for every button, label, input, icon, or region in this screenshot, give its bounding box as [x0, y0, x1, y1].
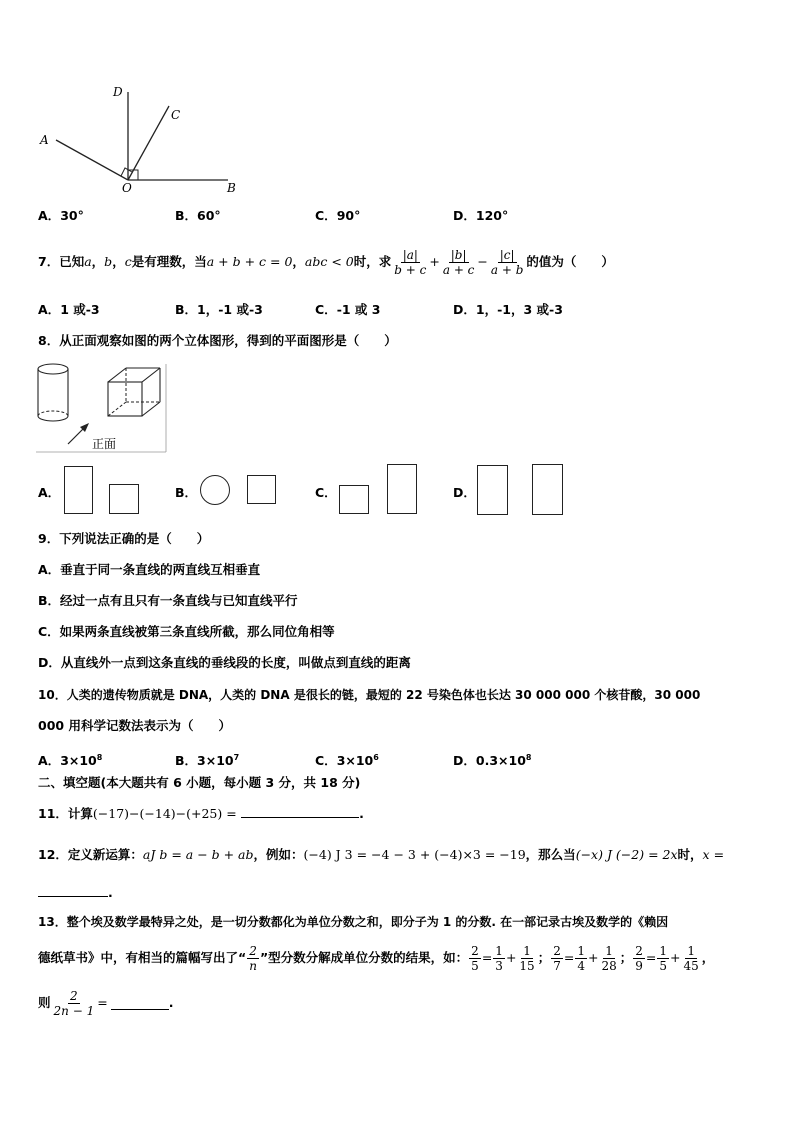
numerator: 1 — [687, 943, 695, 958]
denominator: 2n − 1 — [53, 1003, 95, 1018]
q7-suffix: 的值为（ ） — [526, 254, 614, 269]
q12-example: (−4) J 3 = −4 − 3 + (−4)×3 = −19 — [303, 847, 526, 862]
option-exponent: 8 — [525, 753, 532, 762]
fraction-3 — [489, 248, 526, 277]
numerator: 1 — [605, 943, 613, 958]
q8-option-a-label[interactable]: A． — [38, 485, 61, 500]
option-letter: D． — [453, 302, 476, 317]
q12-answer-blank[interactable] — [38, 884, 108, 897]
q12-prefix: 12．定义新运算： — [38, 847, 143, 862]
q13-text: 德纸草书》中，有相当的篇幅写出了“ — [38, 950, 247, 965]
option-letter: B． — [175, 753, 198, 769]
q10-stem-line1: 10．人类的遗传物质就是 DNA，人类的 DNA 是很长的链，最短的 22 号染色体也长达 30 000 000 个核苷酸，30 000 — [38, 688, 701, 702]
label-o: O — [122, 181, 132, 194]
numerator: 1 — [523, 943, 531, 958]
var-a: a — [84, 254, 92, 269]
option-base: 0.3×10 — [475, 753, 526, 769]
numerator: 1 — [659, 943, 668, 958]
q12-condition: (−x) J (−2) = 2x — [575, 847, 678, 862]
option-letter: D． — [453, 208, 476, 223]
plus-sign: + — [587, 950, 599, 965]
q10-option-d[interactable] — [453, 749, 531, 770]
fraction-2-over-2n-1 — [52, 989, 97, 1018]
denominator: b + c — [394, 262, 427, 277]
denominator: 9 — [635, 958, 643, 973]
fraction-2 — [441, 248, 477, 277]
label-a: A — [40, 133, 49, 147]
q11-answer-blank[interactable] — [241, 805, 359, 818]
example-2-term-2 — [599, 944, 618, 973]
q12-text: 时， — [677, 847, 703, 862]
q12-example-label: ，例如： — [253, 847, 304, 862]
q13-period: . — [168, 995, 174, 1010]
option-text: 60° — [197, 208, 221, 223]
section-heading-fill-blank: 二、填空题(本大题共有 6 小题，每小题 3 分，共 18 分) — [38, 775, 361, 790]
plus-sign: + — [429, 254, 440, 269]
option-letter: C． — [315, 753, 337, 769]
q7-option-b[interactable] — [175, 301, 263, 319]
q10-option-b[interactable] — [175, 749, 239, 770]
q7-condition-1: a + b + c = 0 — [206, 254, 293, 269]
denominator: a + b — [490, 262, 524, 277]
q9-stem: 9．下列说法正确的是（ ） — [38, 531, 210, 546]
numerator: 2 — [553, 943, 561, 958]
q7-condition-2: abc < 0 — [304, 254, 354, 269]
plus-sign: + — [670, 950, 681, 965]
q12-variable: x = — [702, 847, 725, 862]
denominator: 15 — [519, 958, 535, 973]
q7-option-a[interactable] — [38, 301, 100, 319]
q6-option-a[interactable] — [38, 207, 84, 225]
q7-stem — [38, 244, 614, 280]
equals-sign: = — [645, 950, 657, 965]
q11-expression: (−17)−(−14)−(+25) = — [92, 806, 237, 821]
q12-period: . — [108, 885, 113, 900]
example-2-term-1 — [575, 944, 587, 973]
q8-option-b-label[interactable]: B． — [175, 485, 198, 500]
denominator: 5 — [471, 958, 479, 973]
cube-edge — [108, 368, 126, 382]
numerator: |a| — [402, 247, 418, 262]
label-c: C — [171, 108, 181, 122]
q10-option-c[interactable] — [315, 749, 379, 770]
cylinder-top — [38, 364, 68, 374]
q7-option-d[interactable] — [453, 301, 563, 319]
option-text: 90° — [336, 208, 361, 223]
cube-hidden-edge — [108, 402, 126, 416]
example-3-term-1 — [657, 944, 669, 973]
option-letter: C． — [315, 208, 337, 223]
option-text: 120° — [475, 208, 509, 223]
q10-stem-line2: 000 用科学记数法表示为（ ） — [38, 718, 231, 733]
q7-text: 时，求 — [353, 254, 392, 269]
q12-answer-line — [38, 884, 113, 902]
q8-c-square — [339, 485, 369, 514]
q11-period: . — [359, 806, 364, 821]
semicolon: ； — [619, 950, 633, 965]
q10-option-a[interactable] — [38, 749, 102, 770]
option-exponent: 6 — [373, 753, 379, 762]
option-exponent: 8 — [96, 753, 103, 762]
q8-c-rectangle — [387, 464, 417, 514]
denominator: 5 — [659, 958, 668, 973]
q13-stem-line1: 13．整个埃及数学最特异之处，是一切分数都化为单位分数之和，即分子为 1 的分数. 在一部记录古埃及数学的《赖因 — [38, 915, 669, 929]
q13-text: 则 — [38, 995, 51, 1010]
q11-stem — [38, 805, 364, 823]
numerator: 2 — [70, 988, 78, 1003]
denominator: 45 — [683, 958, 699, 973]
option-text: 30° — [60, 208, 84, 223]
option-text: 1 或-3 — [60, 302, 100, 317]
option-letter: A． — [38, 302, 61, 317]
sep: ， — [292, 254, 305, 269]
numerator: 1 — [577, 943, 585, 958]
numerator: 1 — [495, 943, 503, 958]
q13-stem-line3 — [38, 985, 173, 1021]
label-b: B — [227, 181, 236, 194]
q8-option-c-label[interactable]: C． — [315, 485, 337, 500]
minus-sign: − — [477, 254, 488, 269]
equals-sign: = — [481, 950, 493, 965]
example-1-term-1 — [493, 944, 505, 973]
cube-front — [108, 382, 142, 416]
q13-stem-line2 — [38, 940, 714, 976]
example-1-left — [469, 944, 481, 973]
cube-edge — [142, 368, 160, 382]
option-base: 3×10 — [336, 753, 374, 769]
option-letter: B． — [175, 302, 198, 317]
sep: ， — [112, 254, 125, 269]
q9-option-d[interactable]: D．从直线外一点到这条直线的垂线段的长度，叫做点到直线的距离 — [38, 655, 411, 670]
example-3-left — [633, 944, 645, 973]
numerator: 2 — [635, 943, 643, 958]
var-c: c — [124, 254, 132, 269]
q7-text: 是有理数，当 — [131, 254, 207, 269]
solid-figure — [34, 360, 169, 456]
fraction-1 — [392, 248, 428, 277]
comma: ， — [701, 950, 715, 965]
option-base: 3×10 — [197, 753, 234, 769]
ray-oa — [56, 140, 128, 180]
fraction-2-over-n — [247, 944, 259, 973]
ray-oc — [128, 106, 169, 180]
option-letter: B． — [175, 208, 198, 223]
option-letter: A． — [38, 753, 61, 769]
q9-option-a[interactable]: A．垂直于同一条直线的两直线互相垂直 — [38, 562, 261, 577]
numerator: |b| — [450, 247, 467, 262]
q8-b-square — [247, 475, 276, 504]
option-letter: D． — [453, 753, 476, 769]
q7-prefix: 7．已知 — [38, 254, 85, 269]
var-b: b — [104, 254, 113, 269]
denominator: 4 — [577, 958, 585, 973]
numerator: 2 — [471, 943, 479, 958]
q8-a-square — [109, 484, 139, 514]
cube-edge — [142, 402, 160, 416]
option-letter: A． — [38, 208, 61, 223]
numerator: 2 — [249, 943, 257, 958]
q12-definition: aJ b = a − b + ab — [142, 847, 254, 862]
label-d: D — [113, 85, 123, 99]
denominator: 7 — [553, 958, 561, 973]
option-base: 3×10 — [60, 753, 97, 769]
front-view-label: 正面 — [92, 437, 117, 451]
q8-a-rectangle — [64, 466, 93, 514]
q6-option-d[interactable] — [453, 207, 508, 225]
q8-stem: 8．从正面观察如图的两个立体图形，得到的平面图形是（ ） — [38, 333, 397, 348]
q6-option-b[interactable] — [175, 207, 221, 225]
q11-prefix: 11．计算 — [38, 806, 93, 821]
q8-b-circle — [200, 475, 230, 505]
option-text: 1，-1 或-3 — [197, 302, 263, 317]
example-2-left — [551, 944, 563, 973]
denominator: 3 — [495, 958, 503, 973]
q9-option-c[interactable]: C．如果两条直线被第三条直线所截，那么同位角相等 — [38, 624, 335, 639]
cylinder-bottom-back — [38, 411, 68, 416]
semicolon: ； — [537, 950, 551, 965]
denominator: a + c — [442, 262, 475, 277]
option-exponent: 7 — [233, 753, 240, 762]
q12-text: ，那么当 — [525, 847, 576, 862]
denominator: n — [249, 958, 257, 973]
q8-option-d-label[interactable]: D． — [453, 485, 476, 500]
sep: ， — [91, 254, 105, 269]
q7-option-c[interactable] — [315, 301, 380, 319]
denominator: 28 — [601, 958, 617, 973]
equals-sign: = — [563, 950, 575, 965]
example-3-term-2 — [682, 944, 701, 973]
q8-d-rectangle-2 — [532, 464, 563, 515]
q13-answer-blank[interactable] — [111, 997, 169, 1010]
option-text: 1，-1，3 或-3 — [475, 302, 563, 317]
equals-sign: = — [97, 995, 108, 1010]
angle-figure — [36, 82, 246, 194]
q6-option-c[interactable] — [315, 207, 360, 225]
option-text: -1 或 3 — [336, 302, 381, 317]
option-letter: C． — [315, 302, 337, 317]
q9-option-b[interactable]: B．经过一点有且只有一条直线与已知直线平行 — [38, 593, 298, 608]
example-1-term-2 — [517, 944, 536, 973]
q13-text: ”型分数分解成单位分数的结果，如： — [259, 950, 469, 965]
plus-sign: + — [505, 950, 517, 965]
cylinder-bottom-front — [38, 416, 68, 421]
q8-d-rectangle-1 — [477, 465, 508, 515]
q12-stem — [38, 846, 724, 864]
numerator: |c| — [499, 247, 515, 262]
